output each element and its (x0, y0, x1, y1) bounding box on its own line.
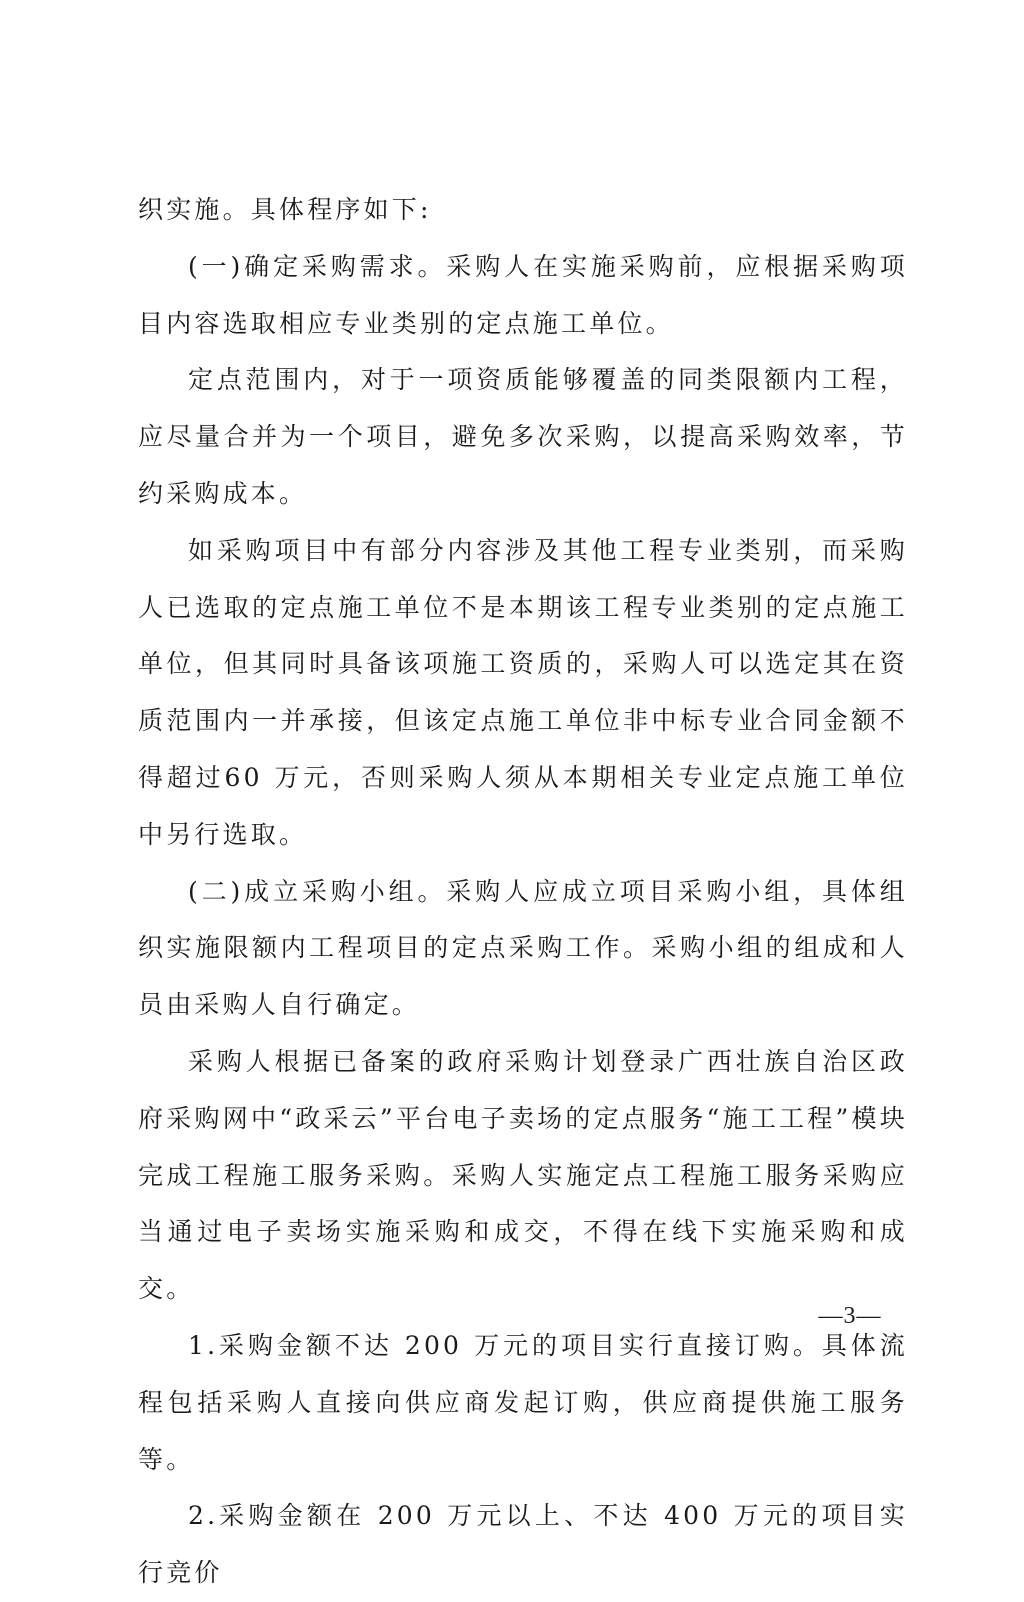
paragraph-merge-projects: 定点范围内，对于一项资质能够覆盖的同类限额内工程，应尽量合并为一个项目，避免多次采购，以提高采购效率，节约采购成本。 (138, 365, 908, 508)
paragraph-direct-order: 1.采购金额不达 200 万元的项目实行直接订购。具体流程包括采购人直接向供应商发起订购，供应商提供施工服务等。 (138, 1330, 908, 1474)
body-text (138, 182, 908, 1602)
paragraph-procurement-group: (二)成立采购小组。采购人应成立项目采购小组，具体组织实施限额内工程项目的定点采购工作。采购小组的组成和人员由采购人自行确定。 (138, 876, 908, 1020)
paragraph-other-categories: 如采购项目中有部分内容涉及其他工程专业类别，而采购人已选取的定点施工单位不是本期该工程专业类别的定点施工单位，但其同时具备该项施工资质的，采购人可以选定其在资质范围内一并承接，但该定点施工单位非中标专业合同金额不得超过60 万元，否则采购人须从本期相关专业定点施工单位中另行选取。 (138, 535, 908, 849)
paragraph-determine-requirements: (一)确定采购需求。采购人在实施采购前，应根据采购项目内容选取相应专业类别的定点施工单位。 (138, 251, 908, 338)
page-number: —3— (818, 1303, 882, 1329)
paragraph-continuation: 织实施。具体程序如下: (138, 195, 432, 224)
paragraph-electronic-mall: 采购人根据已备案的政府采购计划登录广西壮族自治区政府采购网中“政采云”平台电子卖场的定点服务“施工工程”模块完成工程施工服务采购。采购人实施定点工程施工服务采购应当通过电子卖场实施采购和成交，不得在线下实施采购和成交。 (138, 1046, 908, 1304)
paragraph-bidding: 2.采购金额在 200 万元以上、不达 400 万元的项目实行竞价 (138, 1501, 908, 1588)
